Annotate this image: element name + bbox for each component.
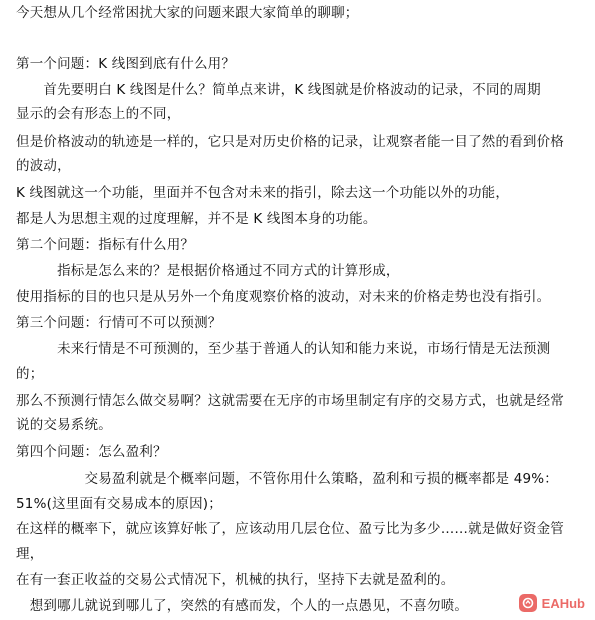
text-line: 说的交易系统。 <box>16 417 112 433</box>
watermark <box>519 594 585 612</box>
text-line: 交易盈利就是个概率问题，不管你用什么策略，盈利和亏损的概率都是 49%： <box>16 471 558 487</box>
watermark-text: EAHub <box>541 595 585 611</box>
text-line: 理， <box>16 546 44 562</box>
text-line: 51%(这里面有交易成本的原因)； <box>16 496 222 512</box>
text-line: 指标是怎么来的？是根据价格通过不同方式的计算形成， <box>16 263 400 279</box>
text-line: 的波动， <box>16 158 71 174</box>
text-line: K 线图就这一个功能，里面并不包含对未来的指引，除去这一个功能以外的功能， <box>16 185 510 201</box>
text-line: 那么不预测行情怎么做交易啊？这就需要在无序的市场里制定有序的交易方式，也就是经常 <box>16 393 564 409</box>
text-line: 未来行情是不可预测的，至少基于普通人的认知和能力来说，市场行情是无法预测 <box>16 341 551 357</box>
text-line: 但是价格波动的轨迹是一样的，它只是对历史价格的记录，让观察者能一目了然的看到价格 <box>16 134 564 150</box>
eahub-logo-icon <box>519 594 537 612</box>
question-heading: 第三个问题：行情可不可以预测？ <box>16 315 222 331</box>
text-line: 今天想从几个经常困扰大家的问题来跟大家简单的聊聊； <box>16 5 359 21</box>
text-line: 在有一套正收益的交易公式情况下，机械的执行，坚持下去就是盈利的。 <box>16 572 455 588</box>
question-heading: 第二个问题：指标有什么用？ <box>16 237 195 253</box>
text-line: 都是人为思想主观的过度理解，并不是 K 线图本身的功能。 <box>16 211 377 227</box>
text-line: 想到哪儿就说到哪儿了，突然的有感而发，个人的一点愚见，不喜勿喷。 <box>16 598 469 614</box>
question-heading: 第一个问题：K 线图到底有什么用？ <box>16 56 236 72</box>
text-line: 在这样的概率下，就应该算好帐了，应该动用几层仓位、盈亏比为多少……就是做好资金管 <box>16 521 564 537</box>
text-line: 使用指标的目的也只是从另外一个角度观察价格的波动，对未来的价格走势也没有指引。 <box>16 289 551 305</box>
text-line: 的； <box>16 366 44 382</box>
text-line: 显示的会有形态上的不同， <box>16 106 181 122</box>
text-line: 首先要明白 K 线图是什么？简单点来讲，K 线图就是价格波动的记录，不同的周期 <box>16 82 541 98</box>
question-heading: 第四个问题：怎么盈利？ <box>16 444 167 460</box>
